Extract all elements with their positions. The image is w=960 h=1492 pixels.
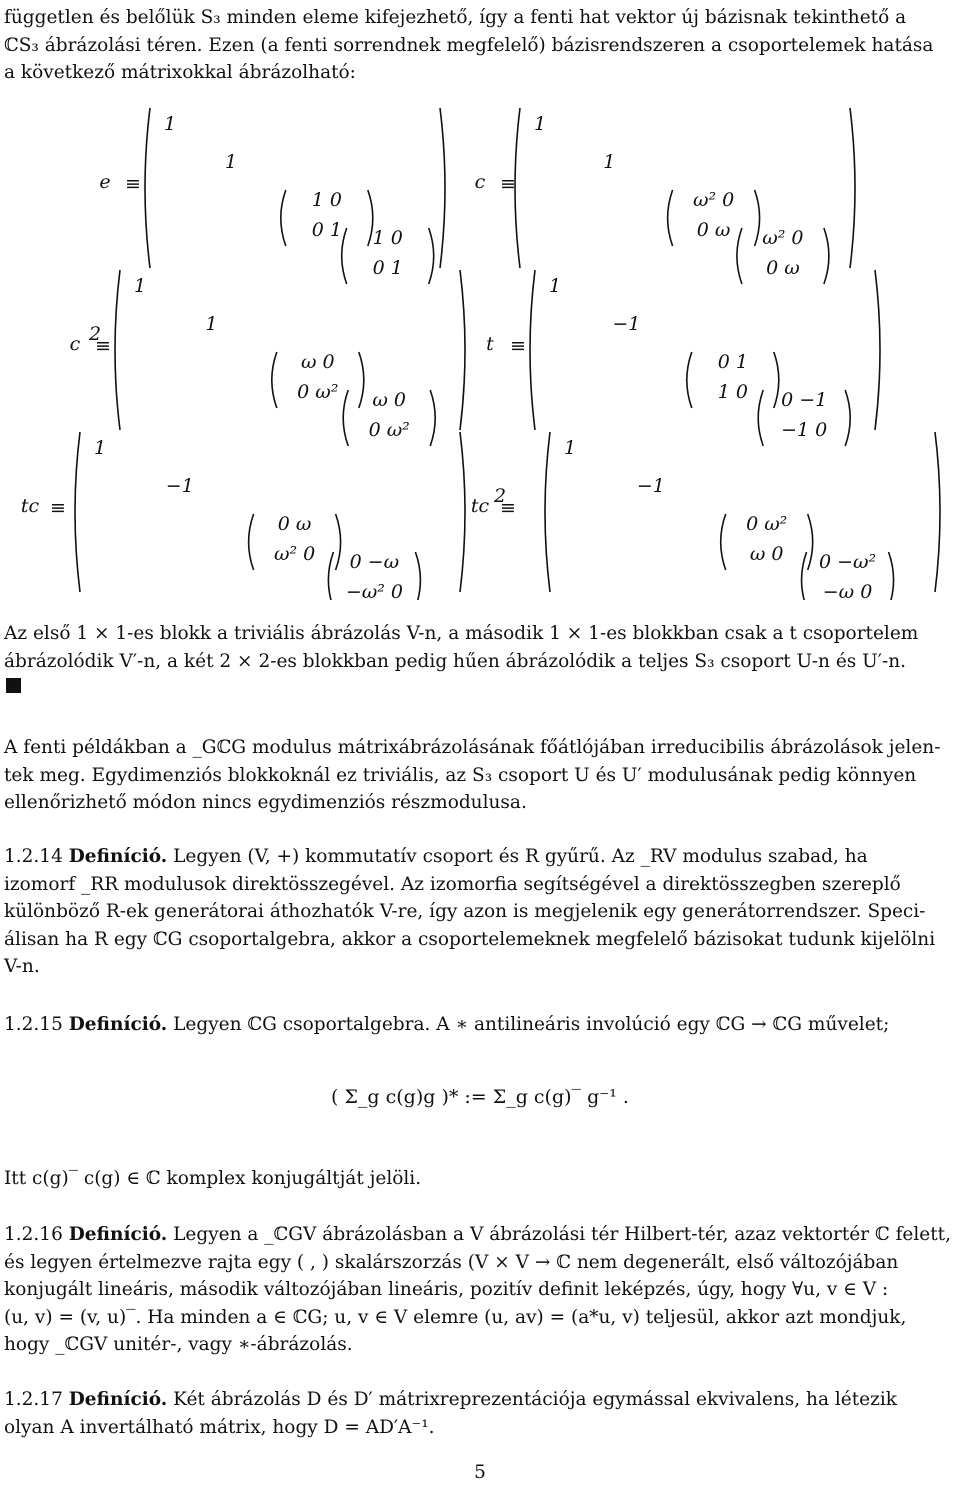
matrix-1-block-2-row-2: 0 ω: [696, 219, 731, 241]
intro-line-3: a következő mátrixokkal ábrázolható:: [4, 62, 356, 83]
def14-line-3: különböző R-ek generátorai áthozhatók V-re, így azon is megjelenik egy generátorrendszer. Speci-: [4, 901, 926, 922]
def14-line-1: Legyen (V, +) kommutatív csoport és R gyűrű. Az _RV modulus szabad, ha: [173, 846, 868, 867]
matrix-5-block-2-row-1: 0 ω²: [746, 513, 788, 535]
def14-title: Definíció.: [68, 846, 168, 867]
matrix-4-block-3-lparen: [328, 552, 333, 600]
matrix-2-block-1: 1: [205, 313, 218, 335]
matrix-3-block-2-row-1: 0 1: [717, 351, 748, 373]
matrix-3-block-2-rparen: [774, 352, 779, 408]
matrix-right-paren-5: [935, 432, 940, 592]
def14-line-4: álisan ha R egy ℂG csoportalgebra, akkor a csoportelemeknek megfelelő bázisokat tudunk kijelölni: [4, 928, 936, 950]
matrix-2-block-3-row-1: ω 0: [372, 389, 407, 411]
def15-line-1: Legyen ℂG csoportalgebra. A ∗ antilineáris involúció egy ℂG → ℂG művelet;: [173, 1014, 890, 1035]
def16-number: 1.2.16: [4, 1224, 63, 1245]
def15-title: Definíció.: [68, 1014, 168, 1035]
matrix-3-block-3-lparen: [758, 390, 763, 446]
matrix-label-4: tc: [20, 495, 40, 517]
matrix-left-paren-1: [515, 108, 520, 268]
matrix-4-block-0: 1: [93, 437, 107, 459]
matrix-1-block-3-rparen: [824, 228, 829, 284]
page-number: 5: [474, 1462, 486, 1483]
matrix-left-paren-5: [545, 432, 550, 592]
matrix-3-block-0: 1: [548, 275, 562, 297]
modulus-line-3: ellenőrizhető módon nincs egydimenziós részmodulusa.: [4, 792, 527, 813]
matrix-0-block-2-row-1: 1 0: [311, 189, 342, 211]
blocks-line-2: ábrázolódik V′-n, a két 2 × 2-es blokkban pedig hűen ábrázolódik a teljes S₃ csoport U-n és U′-n.: [4, 650, 906, 672]
matrix-left-paren-3: [530, 270, 535, 430]
modulus-line-1: A fenti példákban a _GℂG modulus mátrixábrázolásának főátlójában irreducibilis ábrázolások jelen-: [4, 737, 941, 758]
matrix-right-paren-3: [875, 270, 880, 430]
def17-title: Definíció.: [68, 1389, 168, 1410]
def15-number: 1.2.15: [4, 1014, 63, 1035]
matrix-4-block-2-row-2: ω² 0: [273, 543, 316, 565]
matrix-2-block-3-row-2: 0 ω²: [368, 419, 410, 441]
matrix-right-paren-1: [850, 108, 855, 268]
def16-line-3: konjugált lineáris, második változójában lineáris, pozitív definit leképzés, úgy, hogy ∀u, v ∈ V :: [4, 1279, 889, 1300]
definition-1-2-17: [4, 1386, 956, 1441]
equiv-sign-0: ≡: [125, 173, 141, 195]
matrix-2-block-3-rparen: [430, 390, 435, 446]
qed-square: [6, 678, 21, 693]
matrix-1-block-3-row-1: ω² 0: [762, 227, 804, 249]
def14-line-5: V-n.: [4, 956, 40, 977]
matrix-right-paren-0: [440, 108, 445, 268]
def14-number: 1.2.14: [4, 846, 63, 867]
intro-paragraph: [4, 4, 956, 87]
matrix-3-block-3-rparen: [845, 390, 850, 446]
matrix-4-block-3-row-2: −ω² 0: [345, 581, 403, 600]
matrix-right-paren-4: [460, 432, 465, 592]
matrix-left-paren-2: [115, 270, 120, 430]
blocks-line-1: Az első 1 × 1-es blokk a triviális ábrázolás V-n, a második 1 × 1-es blokkban csak a t csoportelem: [4, 623, 919, 644]
equiv-sign-5: ≡: [500, 497, 516, 519]
matrix-2-block-0: 1: [133, 275, 147, 297]
matrix-3-block-2-row-2: 1 0: [717, 381, 748, 403]
matrix-1-block-3-lparen: [737, 228, 742, 284]
definition-1-2-15: [4, 1011, 956, 1039]
matrix-1-block-2-row-1: ω² 0: [692, 189, 735, 211]
involution-formula: ( Σ_g c(g)g )* := Σ_g c(g)‾ g⁻¹ .: [331, 1086, 629, 1108]
matrix-4-block-2-lparen: [249, 514, 254, 570]
matrix-2-block-3-lparen: [343, 390, 348, 446]
definition-1-2-16: [4, 1221, 956, 1359]
matrix-5-block-3-row-2: −ω 0: [822, 581, 873, 600]
def15-note-text: Itt c(g)‾ c(g) ∈ ℂ komplex konjugáltját jelöli.: [4, 1168, 422, 1189]
matrix-4-block-2-rparen: [336, 514, 341, 570]
matrix-0-block-2-row-2: 0 1: [311, 219, 342, 241]
matrix-2-block-2-row-2: 0 ω²: [297, 381, 339, 403]
def17-line-2: olyan A invertálható mátrix, hogy D = AD′A⁻¹.: [4, 1416, 435, 1438]
def16-line-1: Legyen a _ℂGV ábrázolásban a V ábrázolási tér Hilbert-tér, azaz vektortér ℂ felett,: [173, 1224, 951, 1245]
matrix-left-paren-4: [75, 432, 80, 592]
matrix-figure: [0, 100, 960, 600]
matrix-0-block-3-lparen: [342, 228, 347, 284]
def15-note: [4, 1165, 956, 1193]
matrix-3-block-2-lparen: [687, 352, 692, 408]
matrix-label-2: c: [69, 333, 81, 355]
def16-line-2: és legyen értelmezve rajta egy ( , ) skalárszorzás (V × V → ℂ nem degenerált, első változójában: [4, 1251, 899, 1273]
equiv-sign-2: ≡: [95, 335, 111, 357]
intro-line-1: független és belőlük S₃ minden eleme kifejezhető, így a fenti hat vektor új bázisnak tekinthető a: [4, 7, 907, 28]
def17-number: 1.2.17: [4, 1389, 63, 1410]
matrix-label-5: tc: [470, 495, 490, 517]
matrix-2-block-2-row-1: ω 0: [300, 351, 335, 373]
equiv-sign-3: ≡: [510, 335, 526, 357]
matrix-5-block-2-row-2: ω 0: [749, 543, 784, 565]
matrix-4-block-3-row-1: 0 −ω: [349, 551, 400, 573]
modulus-line-2: tek meg. Egydimenziós blokkoknál ez triviális, az S₃ csoport U és U′ modulusának pedig könnyen: [4, 764, 917, 786]
matrix-5-block-3-lparen: [802, 552, 807, 600]
matrix-label-1: c: [474, 171, 486, 193]
matrix-0-block-3-row-1: 1 0: [372, 227, 403, 249]
matrix-1-block-2-lparen: [668, 190, 673, 246]
matrix-5-block-1: −1: [636, 475, 665, 497]
matrix-label-exp-5: 2: [494, 485, 507, 507]
matrix-2-block-2-lparen: [272, 352, 277, 408]
matrix-0-block-0: 1: [163, 113, 177, 135]
matrix-1-block-0: 1: [533, 113, 547, 135]
matrix-left-paren-0: [145, 108, 150, 268]
matrix-0-block-2-lparen: [281, 190, 286, 246]
matrix-label-3: t: [486, 333, 494, 355]
matrix-1-block-2-rparen: [755, 190, 760, 246]
matrix-5-block-3-row-1: 0 −ω²: [818, 551, 877, 573]
matrix-label-exp-2: 2: [89, 323, 102, 345]
equiv-sign-4: ≡: [50, 497, 66, 519]
modulus-paragraph: [4, 734, 956, 817]
matrix-5-block-3-rparen: [889, 552, 894, 600]
matrix-0-block-1: 1: [224, 151, 237, 173]
intro-line-2: ℂS₃ ábrázolási téren. Ezen (a fenti sorrendnek megfelelő) bázisrendszeren a csoportelemek hatása: [4, 34, 934, 56]
matrix-3-block-3-row-1: 0 −1: [781, 389, 828, 411]
matrix-label-0: e: [99, 171, 111, 193]
matrix-0-block-3-row-2: 0 1: [372, 257, 403, 279]
definition-1-2-14: [4, 843, 956, 981]
matrix-4-block-3-rparen: [415, 552, 420, 600]
def16-title: Definíció.: [68, 1224, 168, 1245]
equiv-sign-1: ≡: [500, 173, 516, 195]
matrix-5-block-2-rparen: [808, 514, 813, 570]
def17-line-1: Két ábrázolás D és D′ mátrixreprezentációja egymással ekvivalens, ha létezik: [173, 1389, 897, 1410]
blocks-paragraph: [4, 620, 956, 675]
matrix-5-block-2-lparen: [721, 514, 726, 570]
def14-line-2: izomorf _RR modulusok direktösszegével. Az izomorfia segítségével a direktösszegben szereplő: [4, 873, 901, 895]
matrix-3-block-3-row-2: −1 0: [781, 419, 828, 441]
matrix-4-block-1: −1: [165, 475, 194, 497]
matrix-2-block-2-rparen: [359, 352, 364, 408]
matrix-1-block-3-row-2: 0 ω: [766, 257, 800, 279]
matrix-0-block-3-rparen: [429, 228, 434, 284]
matrix-5-block-0: 1: [563, 437, 577, 459]
matrix-3-block-1: −1: [612, 313, 641, 335]
def16-line-4: (u, v) = (v, u)‾. Ha minden a ∈ ℂG; u, v ∈ V elemre (u, av) = (a*u, v) teljesül, akkor azt mondjuk,: [4, 1306, 907, 1328]
matrix-4-block-2-row-1: 0 ω: [277, 513, 312, 535]
matrix-right-paren-2: [460, 270, 465, 430]
matrix-equations: [0, 100, 960, 600]
def16-line-5: hogy _ℂGV unitér-, vagy ∗-ábrázolás.: [4, 1334, 353, 1355]
matrix-1-block-1: 1: [603, 151, 616, 173]
